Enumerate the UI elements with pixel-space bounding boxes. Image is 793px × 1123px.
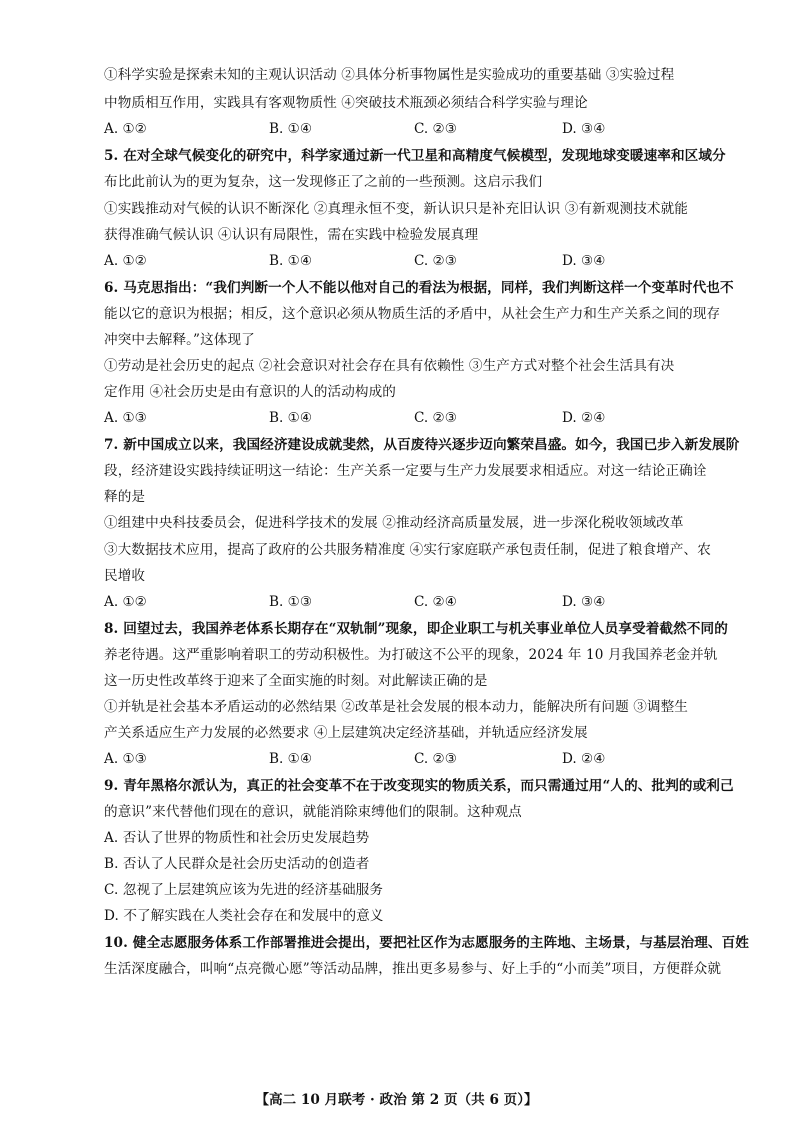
text-line: ①组建中央科技委员会，促进科学技术的发展 ②推动经济高质量发展，进一步深化税收领域改革 [104,515,684,531]
text-line: 能以它的意识为根据；相反，这个意识必须从物质生活的矛盾中，从社会生产力和生产关系之间的现存 [104,306,721,322]
question-10-stem: 10. 健全志愿服务体系工作部署推进会提出，要把社区作为志愿服务的主阵地、主场景，与基层治理、百姓 [104,935,749,951]
option-d: D. ③④ [562,253,606,269]
q6-options [104,409,704,427]
text-line: 生活深度融合，叫响“点亮微心愿”等活动品牌，推出更多易参与、好上手的“小而美”项目，方便群众就 [104,961,722,977]
text-line: 释的是 [104,489,146,505]
text-line: A. 否认了世界的物质性和社会历史发展趋势 [104,830,370,846]
option-d: D. ③④ [562,121,606,137]
option-c: C. ②③ [414,121,457,137]
question-8-stem: 8. 回望过去，我国养老体系长期存在“双轨制”现象，即企业职工与机关事业单位人员享受着截然不同的 [104,621,728,637]
option-a: A. ①② [104,253,147,269]
option-c: C. ②③ [414,751,457,767]
text-line: ①实践推动对气候的认识不断深化 ②真理永恒不变，新认识只是补充旧认识 ③有新观测技术就能 [104,201,688,217]
option-b: B. ①④ [269,410,313,426]
text-line: 这一历史性改革终于迎来了全面实施的时刻。对此解读正确的是 [104,673,488,689]
text-line: 的意识”来代替他们现在的意识，就能消除束缚他们的限制。这种观点 [104,804,522,820]
q5-options [104,252,704,270]
question-9-stem: 9. 青年黑格尔派认为，真正的社会变革不在于改变现实的物质关系，而只需通过用“人的、批判的或利己 [104,778,734,794]
question-6-stem: 6. 马克思指出：“我们判断一个人不能以他对自己的看法为根据，同样，我们判断这样一个变革时代也不 [104,280,734,296]
q7-options [104,593,704,611]
option-c: C. ②③ [414,253,457,269]
option-a: A. ①③ [104,410,147,426]
option-d: D. ②④ [562,751,606,767]
option-b: B. ①④ [269,253,313,269]
text-line: 养老待遇。这严重影响着职工的劳动积极性。为打破这不公平的现象，2024 年 10 月我国养老金并轨 [104,647,718,663]
text-line: B. 否认了人民群众是社会历史活动的创造者 [104,856,370,872]
page-footer: 【高二 10 月联考 · 政治 第 2 页（共 6 页）】 [255,1092,538,1108]
text-line: 定作用 ④社会历史是由有意识的人的活动构成的 [104,384,396,400]
q4-options [104,120,704,138]
text-line: C. 忽视了上层建筑应该为先进的经济基础服务 [104,882,384,898]
option-c: C. ②④ [414,594,457,610]
text-line: ①劳动是社会历史的起点 ②社会意识对社会存在具有依赖性 ③生产方式对整个社会生活具有决 [104,358,675,374]
text-line: 民增收 [104,568,146,584]
option-d: D. ③④ [562,594,606,610]
text-line: D. 不了解实践在人类社会存在和发展中的意义 [104,908,384,924]
question-5-stem: 5. 在对全球气候变化的研究中，科学家通过新一代卫星和高精度气候模型，发现地球变暖速率和区域分 [104,148,726,164]
text-line: 获得准确气候认识 ④认识有局限性，需在实践中检验发展真理 [104,227,479,243]
text-line: 段，经济建设实践持续证明这一结论：生产关系一定要与生产力发展要求相适应。对这一结论正确诠 [104,463,707,479]
text-line: 布比此前认为的更为复杂，这一发现修正了之前的一些预测。这启示我们 [104,174,543,190]
option-c: C. ②③ [414,410,457,426]
option-a: A. ①③ [104,751,147,767]
question-7-stem: 7. 新中国成立以来，我国经济建设成就斐然，从百废待兴逐步迈向繁荣昌盛。如今，我国已步入新发展阶 [104,437,740,453]
text-line: 产关系适应生产力发展的必然要求 ④上层建筑决定经济基础，并轨适应经济发展 [104,725,588,741]
option-d: D. ②④ [562,410,606,426]
option-b: B. ①③ [269,594,313,610]
option-a: A. ①② [104,594,147,610]
option-a: A. ①② [104,121,147,137]
option-b: B. ①④ [269,121,313,137]
option-b: B. ①④ [269,751,313,767]
text-line: 中物质相互作用，实践具有客观物质性 ④突破技术瓶颈必须结合科学实验与理论 [104,95,588,111]
text-line: ①科学实验是探索未知的主观认识活动 ②具体分析事物属性是实验成功的重要基础 ③实验过程 [104,67,675,83]
text-line: 冲突中去解释。”这体现了 [104,332,255,348]
q8-options [104,750,704,768]
text-line: ①并轨是社会基本矛盾运动的必然结果 ②改革是社会发展的根本动力，能解决所有问题 ③调整生 [104,699,688,715]
text-line: ③大数据技术应用，提高了政府的公共服务精准度 ④实行家庭联产承包责任制，促进了粮食增产、农 [104,542,711,558]
